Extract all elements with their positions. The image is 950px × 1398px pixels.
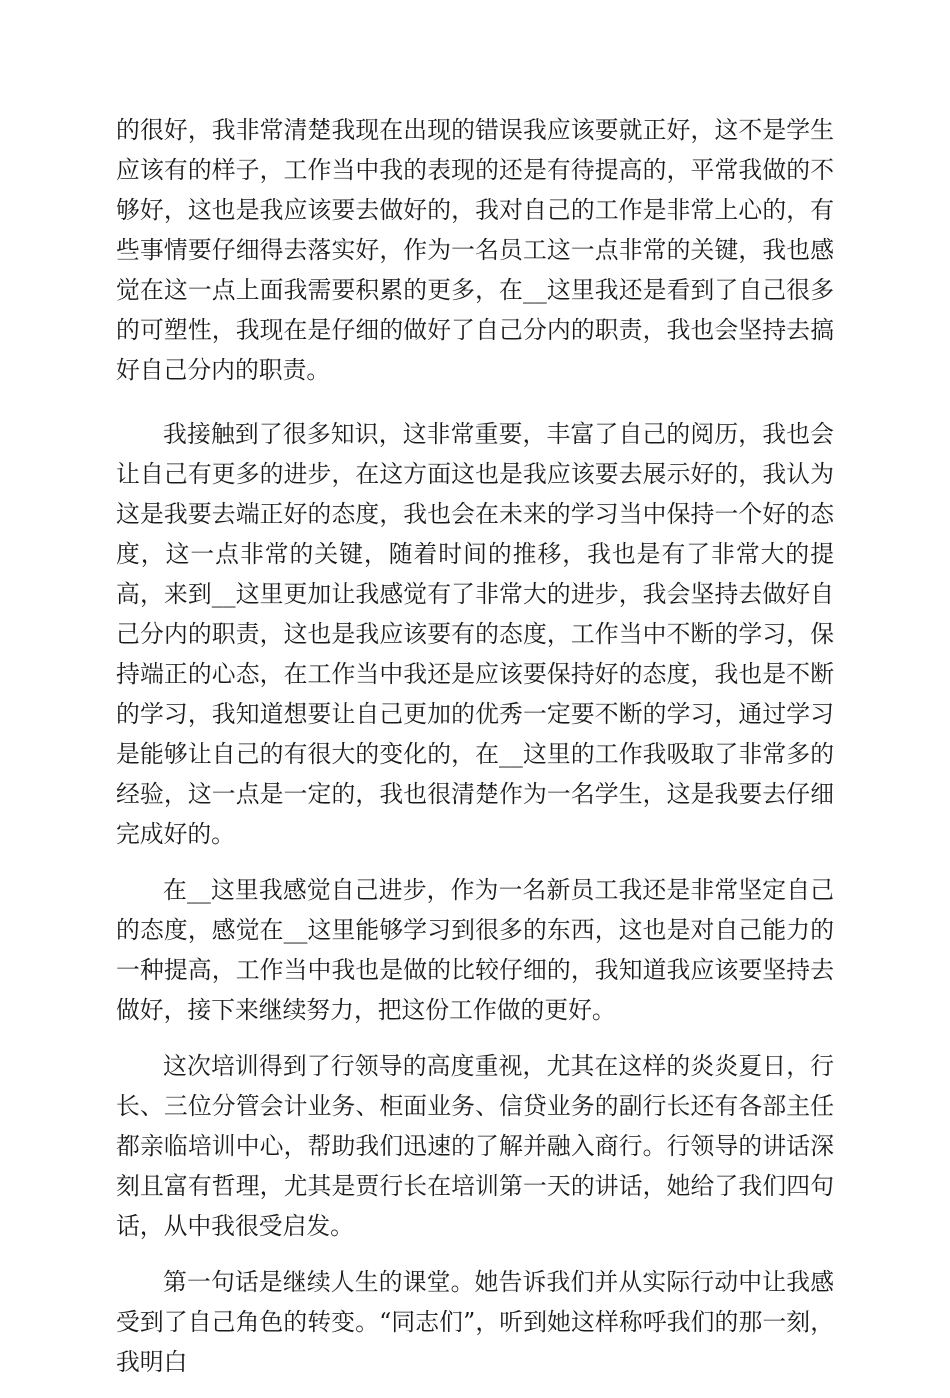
paragraph-3: 在__这里我感觉自己进步，作为一名新员工我还是非常坚定自己的态度，感觉在__这里能够学习到很多的东西，这也是对自己能力的一种提高，工作当中我也是做的比较仔细的，我知道我应该要坚持去做好，接下来继续努力，把这份工作做的更好。 [116,876,834,1024]
paragraph-1: 的很好，我非常清楚我现在出现的错误我应该要就正好，这不是学生应该有的样子，工作当中我的表现的还是有待提高的，平常我做的不够好，这也是我应该要去做好的，我对自己的工作是非常上心的，有些事情要仔细得去落实好，作为一名员工这一点非常的关键，我也感觉在这一点上面我需要积累的更多，在__这里我还是看到了自己很多的可塑性，我现在是仔细的做好了自己分内的职责，我也会坚持去搞好自己分内的职责。 [116,116,834,384]
paragraph-4: 这次培训得到了行领导的高度重视，尤其在这样的炎炎夏日，行长、三位分管会计业务、柜面业务、信贷业务的副行长还有各部主任都亲临培训中心，帮助我们迅速的了解并融入商行。行领导的讲话深刻且富有哲理，尤其是贾行长在培训第一天的讲话，她给了我们四句话，从中我很受启发。 [116,1052,834,1240]
paragraph-5: 第一句话是继续人生的课堂。她告诉我们并从实际行动中让我感受到了自己角色的转变。“同志们”，听到她这样称呼我们的那一刻，我明白 [116,1268,834,1376]
paragraph-2: 我接触到了很多知识，这非常重要，丰富了自己的阅历，我也会让自己有更多的进步，在这方面这也是我应该要去展示好的，我认为这是我要去端正好的态度，我也会在未来的学习当中保持一个好的态度，这一点非常的关键，随着时间的推移，我也是有了非常大的提高，来到__这里更加让我感觉有了非常大的进步，我会坚持去做好自己分内的职责，这也是我应该要有的态度，工作当中不断的学习，保持端正的心态，在工作当中我还是应该要保持好的态度，我也是不断的学习，我知道想要让自己更加的优秀一定要不断的学习，通过学习是能够让自己的有很大的变化的，在__这里的工作我吸取了非常多的经验，这一点是一定的，我也很清楚作为一名学生，这是我要去仔细完成好的。 [116,420,834,848]
document-body [116,110,834,1398]
